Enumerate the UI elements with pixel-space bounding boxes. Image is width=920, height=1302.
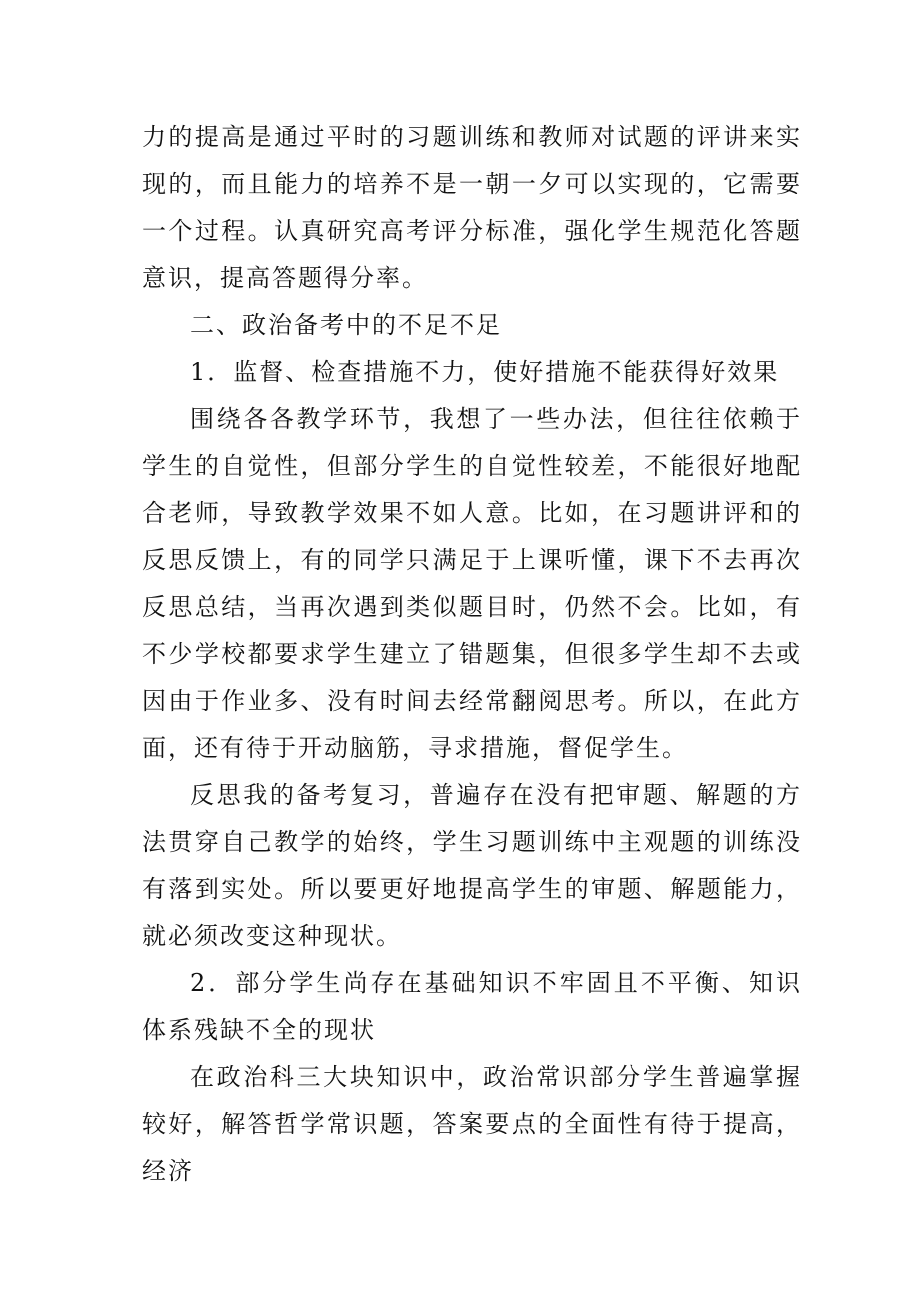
- document-body: [142, 114, 802, 1195]
- section-heading: 二、政治备考中的不足不足: [190, 311, 502, 339]
- paragraph-continuation: 力的提高是通过平时的习题训练和教师对试题的评讲来实现的，而且能力的培养不是一朝一夕可以实现的，它需要一个过程。认真研究高考评分标准，强化学生规范化答题意识，提高答题得分率。: [142, 123, 802, 292]
- paragraph-body-2: 反思我的备考复习，普遍存在没有把审题、解题的方法贯穿自己教学的始终，学生习题训练中主观题的训练没有落到实处。所以要更好地提高学生的审题、解题能力，就必须改变这种现状。: [142, 781, 802, 950]
- paragraph-body-3: 在政治科三大块知识中，政治常识部分学生普遍掌握较好，解答哲学常识题，答案要点的全面性有待于提高，经济: [142, 1063, 802, 1185]
- paragraph-body-1: 围绕各各教学环节，我想了一些办法，但往往依赖于学生的自觉性，但部分学生的自觉性较差，不能很好地配合老师，导致教学效果不如人意。比如，在习题讲评和的反思反馈上，有的同学只满足于上课听懂，课下不去再次反思总结，当再次遇到类似题目时，仍然不会。比如，有不少学校都要求学生建立了错题集，但很多学生却不去或因由于作业多、没有时间去经常翻阅思考。所以，在此方面，还有待于开动脑筋，寻求措施，督促学生。: [142, 405, 802, 762]
- subheading-2: 2．部分学生尚存在基础知识不牢固且不平衡、知识体系残缺不全的现状: [142, 969, 802, 1044]
- subheading-1: 1．监督、检查措施不力，使好措施不能获得好效果: [190, 358, 780, 386]
